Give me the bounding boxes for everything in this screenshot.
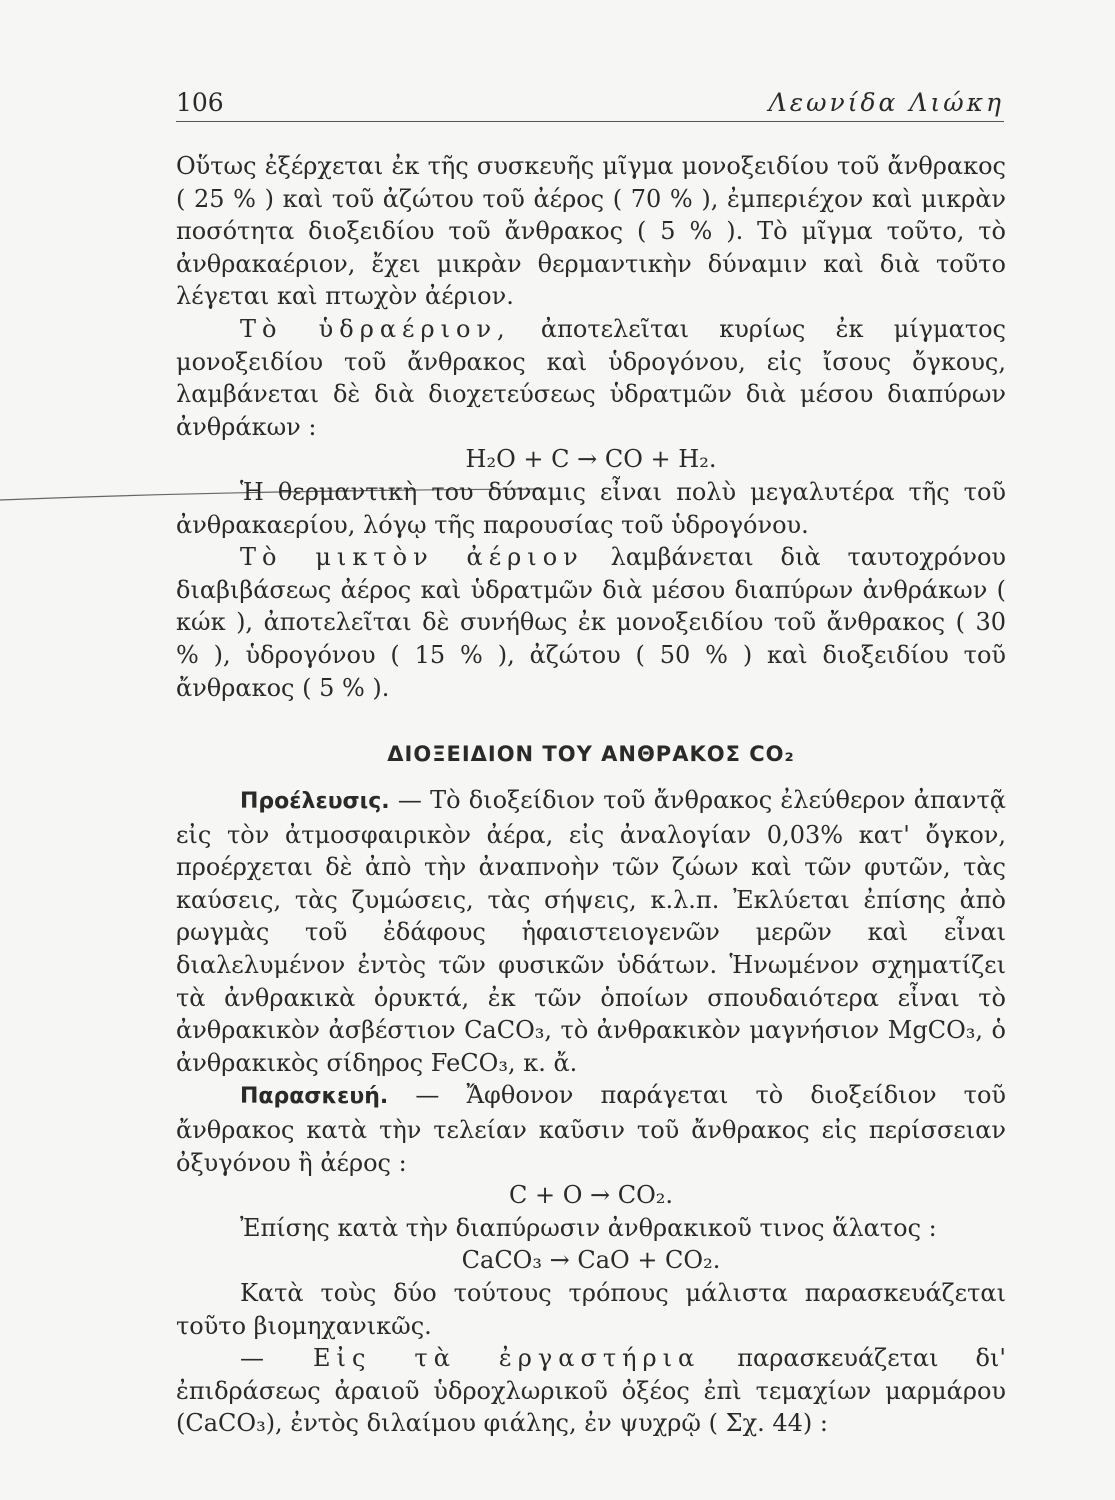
term-laboratory: — Εἰς τὰ ἐργαστήρια [240, 1344, 701, 1373]
paragraph-mixed-gas [176, 541, 1006, 704]
section-heading: ΔΙΟΞΕΙΔΙΟΝ ΤΟΥ ΑΝΘΡΑΚΟΣ CO₂ [387, 742, 795, 767]
paragraph-heating-power: Ἡ θερμαντικὴ του δύναμις εἶναι πολὺ μεγαλυτέρα τῆς τοῦ ἀνθρακαερίου, λόγῳ τῆς παρουσίας τοῦ ὑδρογόνου. [176, 477, 1006, 539]
paragraph-laboratory-text: παρασκευάζεται δι' ἐπιδράσεως ἀραιοῦ ὑδροχλωρικοῦ ὀξέος ἐπὶ τεμαχίων μαρμάρου (CaCO₃), ἐντὸς διλαίμου φιάλης, ἐν ψυχρῷ ( Σχ. 44) : [176, 1344, 1007, 1438]
paragraph-water-gas [176, 313, 1006, 443]
header-rule [176, 121, 1004, 122]
equation-combustion: C + O → CO₂. [508, 1181, 674, 1210]
paragraph-water-gas-text: ἀποτελεῖται κυρίως ἐκ μίγματος μονοξειδίου τοῦ ἄνθρακος καὶ ὑδρογόνου, εἰς ἴσους ὄγκους, λαμβάνεται δὲ διὰ διοχετεύσεως ὑδρατμῶν διὰ μέσου διαπύρων ἀνθράκων : [176, 314, 1007, 441]
paragraph-laboratory [176, 1342, 1006, 1440]
page-body [176, 150, 1006, 1440]
equation-calcination: CaCO₃ → CaO + CO₂. [461, 1246, 721, 1275]
term-water-gas: Τὸ ὑδραέριον, [240, 314, 511, 343]
page-header [176, 88, 1004, 118]
paragraph-calcination: Ἐπίσης κατὰ τὴν διαπύρωσιν ἀνθρακικοῦ τινος ἅλατος : [240, 1213, 937, 1242]
paragraph-preparation [176, 1079, 1006, 1179]
paragraph-preparation-text: — Ἄφθονον παράγεται τὸ διοξείδιον τοῦ ἄνθρακος κατὰ τὴν τελείαν καῦσιν τοῦ ἄνθρακος εἰς περίσσειαν ὀξυγόνου ἢ ἀέρος : [176, 1081, 1006, 1177]
page-number: 106 [176, 88, 224, 117]
paragraph-origin [176, 784, 1006, 1079]
label-origin: Προέλευσις. [240, 789, 390, 815]
paragraph-mixed-gas-text: λαμβάνεται διὰ ταυτοχρόνου διαβιβάσεως ἀέρος καὶ ὑδρατμῶν διὰ μέσου διαπύρων ἀνθράκων ( κώκ ), ἀποτελεῖται δὲ συνήθως ἐκ μονοξειδίου τοῦ ἄνθρακος ( 30 % ), ὑδρογόνου ( 15 % ), ἀζώτου ( 50 % ) καὶ διοξειδίου τοῦ ἄνθρακος ( 5 % ). [176, 543, 1006, 702]
running-head: Λεωνίδα Λιώκη [768, 88, 1004, 117]
paragraph-industrial: Κατὰ τοὺς δύο τούτους τρόπους μάλιστα παρασκευάζεται τοῦτο βιομηχανικῶς. [176, 1279, 1006, 1340]
label-preparation: Παρασκευή. [240, 1084, 389, 1110]
paragraph-producer-gas: Οὕτως ἐξέρχεται ἐκ τῆς συσκευῆς μῖγμα μονοξειδίου τοῦ ἄνθρακος ( 25 % ) καὶ τοῦ ἀζώτου τοῦ ἀέρος ( 70 % ), ἐμπεριέχον καὶ μικρὰν ποσότητα διοξειδίου τοῦ ἄνθρακος ( 5 % ). Τὸ μῖγμα τοῦτο, τὸ ἀνθρακαέριον, ἔχει μικρὰν θερμαντικὴν δύναμιν καὶ διὰ τοῦτο λέγεται καὶ πτωχὸν ἀέριον. [176, 152, 1006, 311]
equation-water-gas: H₂O + C → CO + H₂. [465, 445, 717, 474]
paragraph-origin-text: — Τὸ διοξείδιον τοῦ ἄνθρακος ἐλεύθερον ἀπαντᾷ εἰς τὸν ἀτμοσφαιρικὸν ἀέρα, εἰς ἀναλογίαν 0,03% κατ' ὄγκον, προέρχεται δὲ ἀπὸ τὴν ἀναπνοὴν τῶν ζώων καὶ τῶν φυτῶν, τὰς καύσεις, τὰς ζυμώσεις, τὰς σήψεις, κ.λ.π. Ἐκλύεται ἐπίσης ἀπὸ ρωγμὰς τοῦ ἐδάφους ἡφαιστειογενῶν μερῶν καὶ εἶναι διαλελυμένον ἐντὸς τῶν φυσικῶν ὑδάτων. Ἡνωμένον σχηματίζει τὰ ἀνθρακικὰ ὀρυκτά, ἐκ τῶν ὁποίων σπουδαιότερα εἶναι τὸ ἀνθρακικὸν ἀσβέστιον CaCO₃, τὸ ἀνθρακικὸν μαγνήσιον MgCO₃, ὁ ἀνθρακικὸς σίδηρος FeCO₃, κ. ἄ. [176, 786, 1006, 1077]
term-mixed-gas: Τὸ μικτὸν ἀέριον [240, 543, 584, 572]
